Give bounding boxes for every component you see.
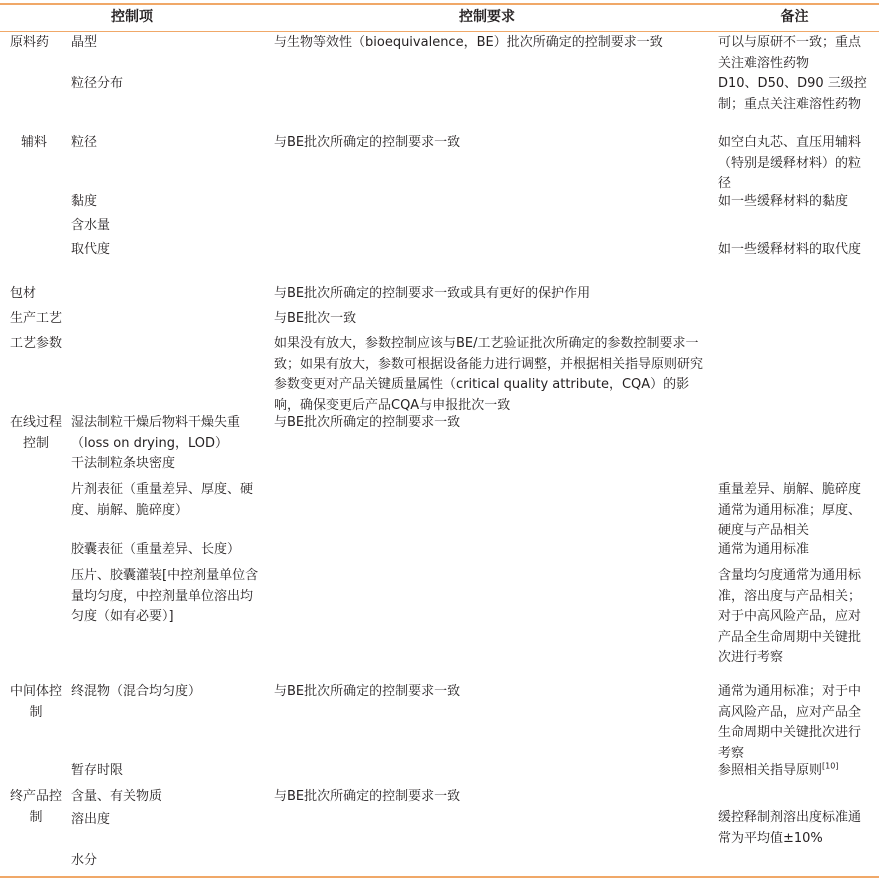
item-moisture: 水分 <box>71 853 98 868</box>
category-process: 生产工艺 <box>10 311 63 326</box>
remark-dissolution: 缓控释制剂溶出度标准通常为平均值±10% <box>718 810 862 846</box>
table-bottom-rule <box>0 876 879 878</box>
header-remark: 备注 <box>780 9 809 25</box>
item-compression-filling: 压片、胶囊灌装[中控剂量单位含量均匀度，中控剂量单位溶出均匀度（如有必要）] <box>71 568 259 625</box>
reference-number: [10] <box>822 761 839 771</box>
remark-psd: D10、D50、D90 三级控制；重点关注难溶性药物 <box>718 76 867 112</box>
remark-tablet-characterization: 重量差异、崩解、脆碎度通常为通用标准；厚度、硬度与产品相关 <box>718 482 862 539</box>
remark-crystal-form: 可以与原研不一致；重点关注难溶性药物 <box>718 35 862 71</box>
req-process: 与BE批次一致 <box>274 311 357 326</box>
req-packaging: 与BE批次所确定的控制要求一致或具有更好的保护作用 <box>274 286 591 301</box>
item-particle-size: 粒径 <box>71 135 98 150</box>
remark-viscosity: 如一些缓释材料的黏度 <box>718 194 849 209</box>
item-ribbon-density: 干法制粒条块密度 <box>71 456 176 471</box>
category-api: 原料药 <box>10 35 50 50</box>
req-final-blend: 与BE批次所确定的控制要求一致 <box>274 684 461 699</box>
remark-final-blend: 通常为通用标准；对于中高风险产品，应对产品全生命周期中关键批次进行考察 <box>718 684 862 761</box>
category-packaging: 包材 <box>10 286 37 301</box>
item-assay-impurities: 含量、有关物质 <box>71 789 163 804</box>
category-intermediate-control: 中间体控制 <box>9 684 62 720</box>
table-top-rule <box>0 3 879 5</box>
req-process-parameters: 如果没有放大，参数控制应该与BE/工艺验证批次所确定的参数控制要求一致；如果有放大，参数可根据设备能力进行调整，并根据相关指导原则研究参数变更对产品关键质量属性（critical quality attribute，CQA）的影响，确保变更后产品CQA与申报批次一致 <box>274 336 704 413</box>
remark-hold-time-text: 参照相关指导原则 <box>718 763 823 778</box>
item-lod: 湿法制粒干燥后物料干燥失重（loss on drying，LOD） <box>71 415 241 451</box>
category-final-product-control: 终产品控制 <box>9 789 62 825</box>
header-control-requirement: 控制要求 <box>459 9 515 25</box>
remark-compression-filling: 含量均匀度通常为通用标准，溶出度与产品相关；对于中高风险产品，应对产品全生命周期中关键批次进行考察 <box>718 568 862 666</box>
req-crystal-form: 与生物等效性（bioequivalence，BE）批次所确定的控制要求一致 <box>274 35 663 50</box>
item-psd: 粒径分布 <box>71 76 124 91</box>
req-particle-size: 与BE批次所确定的控制要求一致 <box>274 135 461 150</box>
item-hold-time: 暂存时限 <box>71 763 124 778</box>
req-assay-impurities: 与BE批次所确定的控制要求一致 <box>274 789 461 804</box>
item-viscosity: 黏度 <box>71 194 98 209</box>
category-excipient: 辅料 <box>21 135 48 150</box>
item-final-blend: 终混物（混合均匀度） <box>71 684 202 699</box>
remark-hold-time <box>718 761 838 782</box>
remark-substitution-degree: 如一些缓释材料的取代度 <box>718 242 862 257</box>
header-control-item: 控制项 <box>111 9 153 25</box>
category-process-parameters: 工艺参数 <box>10 336 63 351</box>
item-substitution-degree: 取代度 <box>71 242 111 257</box>
item-water-content: 含水量 <box>71 218 111 233</box>
remark-particle-size: 如空白丸芯、直压用辅料（特别是缓释材料）的粒径 <box>718 135 862 192</box>
item-tablet-characterization: 片剂表征（重量差异、厚度、硬度、崩解、脆碎度） <box>71 482 254 518</box>
category-in-process-control: 在线过程控制 <box>9 415 62 451</box>
item-dissolution: 溶出度 <box>71 812 111 827</box>
req-lod: 与BE批次所确定的控制要求一致 <box>274 415 461 430</box>
item-capsule-characterization: 胶囊表征（重量差异、长度） <box>71 542 241 557</box>
table-header-rule <box>0 31 879 32</box>
remark-capsule-characterization: 通常为通用标准 <box>718 542 810 557</box>
item-crystal-form: 晶型 <box>71 35 98 50</box>
